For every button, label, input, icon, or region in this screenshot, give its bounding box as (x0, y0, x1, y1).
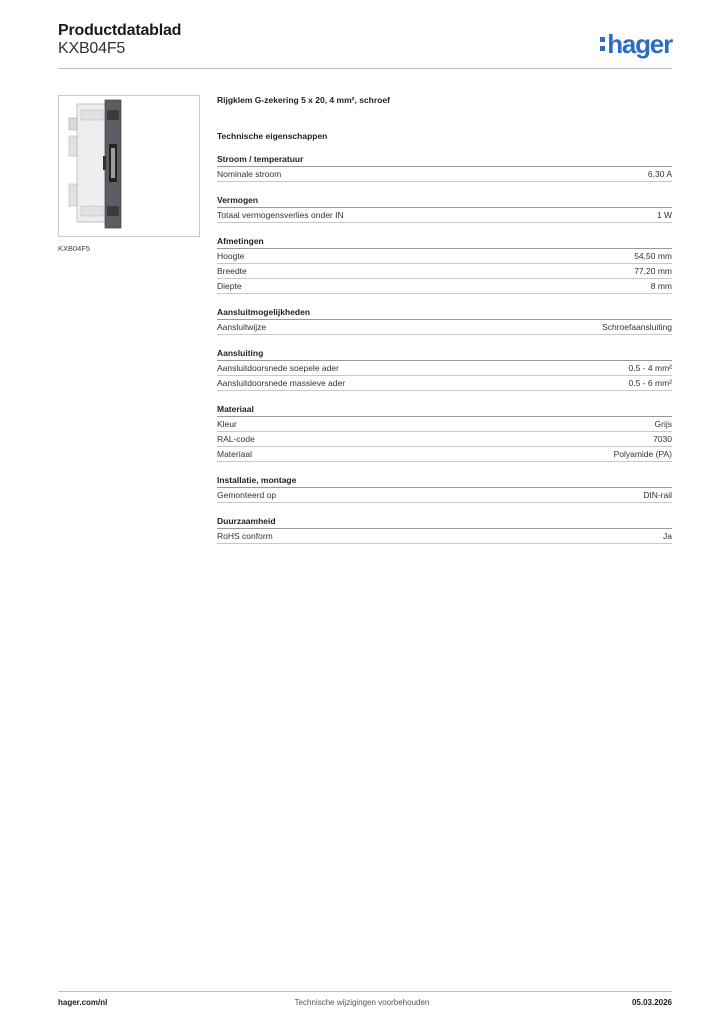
spec-label: Hoogte (217, 251, 245, 261)
footer-disclaimer: Technische wijzigingen voorbehouden (294, 998, 430, 1007)
spec-group (217, 195, 672, 223)
spec-groups (217, 154, 672, 544)
footer-divider (58, 991, 672, 992)
spec-row (217, 432, 672, 447)
spec-group-title: Afmetingen (217, 236, 672, 249)
spec-value: Grijs (654, 419, 672, 429)
spec-group (217, 348, 672, 391)
spec-value: Polyamide (PA) (613, 449, 672, 459)
spec-row (217, 447, 672, 462)
spec-row (217, 264, 672, 279)
spec-row (217, 376, 672, 391)
spec-value: 0.5 - 4 mm² (628, 363, 672, 373)
spec-group (217, 307, 672, 335)
product-description: Rijgklem G-zekering 5 x 20, 4 mm², schroef (217, 95, 390, 105)
spec-group (217, 404, 672, 462)
page-header (58, 20, 672, 68)
spec-value: 8 mm (650, 281, 672, 291)
spec-group-title: Aansluiting (217, 348, 672, 361)
logo-dots-icon (600, 37, 605, 51)
spec-label: Aansluitdoorsnede massieve ader (217, 378, 346, 388)
spec-group-title: Materiaal (217, 404, 672, 417)
logo-text: hager (607, 29, 672, 59)
spec-row (217, 279, 672, 294)
spec-row (217, 529, 672, 544)
spec-row (217, 320, 672, 335)
spec-value: 0.5 - 6 mm² (628, 378, 672, 388)
spec-label: Breedte (217, 266, 247, 276)
hager-logo (600, 30, 672, 58)
spec-value: 6,30 A (647, 169, 672, 179)
article-number: KXB04F5 (58, 40, 126, 57)
section-heading: Technische eigenschappen (217, 131, 328, 141)
spec-value: 7030 (653, 434, 672, 444)
spec-row (217, 488, 672, 503)
spec-group-title: Stroom / temperatuur (217, 154, 672, 167)
spec-label: Nominale stroom (217, 169, 282, 179)
footer-date: 05.03.2026 (631, 998, 672, 1007)
spec-group-title: Vermogen (217, 195, 672, 208)
spec-group (217, 154, 672, 182)
header-divider (58, 68, 672, 69)
spec-group (217, 236, 672, 294)
footer-website: hager.com/nl (58, 998, 108, 1007)
spec-value: Schroefaansluiting (602, 322, 672, 332)
spec-row (217, 417, 672, 432)
spec-value: 1 W (656, 210, 672, 220)
spec-group (217, 475, 672, 503)
spec-row (217, 167, 672, 182)
spec-group (217, 516, 672, 544)
spec-label: Totaal vermogensverlies onder IN (217, 210, 344, 220)
spec-value: 54,50 mm (634, 251, 672, 261)
spec-value: DIN-rail (643, 490, 672, 500)
spec-label: Diepte (217, 281, 242, 291)
spec-row (217, 208, 672, 223)
specifications (217, 95, 672, 544)
spec-label: Gemonteerd op (217, 490, 277, 500)
spec-label: Aansluitwijze (217, 322, 267, 332)
spec-value: 77,20 mm (634, 266, 672, 276)
spec-row (217, 361, 672, 376)
image-caption: KXB04F5 (58, 244, 91, 253)
spec-row (217, 249, 672, 264)
spec-label: Kleur (217, 419, 237, 429)
spec-label: Aansluitdoorsnede soepele ader (217, 363, 339, 373)
document-title: Productdatablad (58, 22, 182, 39)
spec-label: RoHS conform (217, 531, 273, 541)
terminal-block-drawing (59, 96, 199, 236)
spec-value: Ja (663, 531, 672, 541)
spec-group-title: Aansluitmogelijkheden (217, 307, 672, 320)
spec-label: RAL-code (217, 434, 255, 444)
spec-group-title: Duurzaamheid (217, 516, 672, 529)
spec-group-title: Installatie, montage (217, 475, 672, 488)
spec-label: Materiaal (217, 449, 252, 459)
product-image (58, 95, 200, 237)
